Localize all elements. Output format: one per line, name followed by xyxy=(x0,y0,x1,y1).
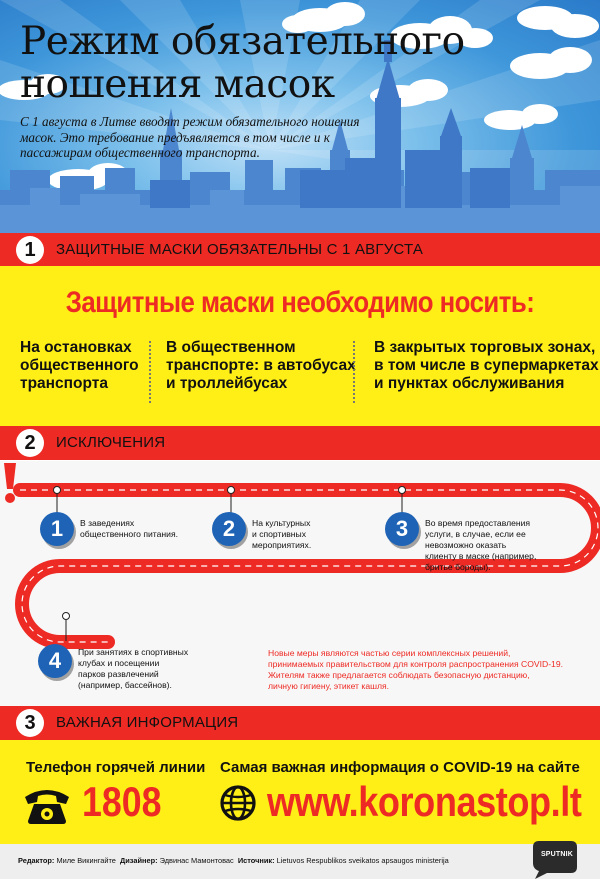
note-line: Жителям также предлагается соблюдать безопасную дистанцию, xyxy=(268,670,530,680)
designer-label: Дизайнер: xyxy=(120,856,158,865)
exception-text-line: клубах и посещении xyxy=(78,658,160,668)
source-name: Lietuvos Respublikos sveikatos apsaugos ministerija xyxy=(276,856,449,865)
exception-text-line: мероприятиях. xyxy=(252,540,312,550)
place-trade-line: В закрытых торговых зонах, xyxy=(374,339,596,356)
exception-4-text xyxy=(78,647,188,691)
exception-2-text xyxy=(252,518,311,551)
place-trade-line: в том числе в супермаркетах xyxy=(374,357,599,374)
section-1-number: 1 xyxy=(16,236,44,264)
masks-required-heading: Защитные маски необходимо носить: xyxy=(65,286,535,319)
place-stops xyxy=(20,339,139,393)
place-transport-line: и троллейбусах xyxy=(166,375,288,392)
place-stops-line: транспорта xyxy=(20,375,108,392)
place-stops-line: общественного xyxy=(20,357,139,374)
note-line: личную гигиену, этикет кашля. xyxy=(268,681,390,691)
exception-1-text xyxy=(80,518,178,540)
exceptions-panel xyxy=(0,461,600,706)
section-2-label: ИСКЛЮЧЕНИЯ xyxy=(56,434,166,451)
exception-text-line: услуги, в случае, если ее xyxy=(425,529,526,539)
exception-text-line: клиенту в маске (например, xyxy=(425,551,537,561)
exception-text-line: общественного питания. xyxy=(80,529,178,539)
globe-icon xyxy=(219,784,257,822)
masks-required-panel xyxy=(0,266,600,426)
source-label: Источник: xyxy=(237,856,275,865)
exception-text-line: невозможно оказать xyxy=(425,540,507,550)
place-indoor-trade xyxy=(374,339,599,393)
exception-text-line: В заведениях xyxy=(80,518,135,528)
exception-text-line: бритье бороды). xyxy=(425,562,491,572)
section-3-label: ВАЖНАЯ ИНФОРМАЦИЯ xyxy=(56,714,239,731)
section-1-bar xyxy=(0,233,600,267)
exception-text-line: и спортивных xyxy=(252,529,307,539)
exception-3-badge: 3 xyxy=(385,512,419,546)
column-divider xyxy=(149,341,151,403)
place-transport-line: транспорте: в автобусах xyxy=(166,357,356,374)
exception-4-badge: 4 xyxy=(38,644,72,678)
hotline-number[interactable]: 1808 xyxy=(82,778,162,825)
credits-text xyxy=(18,856,449,865)
page-title xyxy=(20,20,465,106)
intro-text: С 1 августа в Литве вводят режим обязательного ношения масок. Это требование предъявляется в том числе и к пассажирам общественного транспорта. xyxy=(20,114,360,160)
designer-name: Эдвинас Мамонтовас xyxy=(159,856,234,865)
note-line: принимаемых правительством для контроля распространения COVID-19. xyxy=(268,659,564,669)
column-divider xyxy=(353,341,355,403)
website-link[interactable]: www.koronastop.lt xyxy=(267,778,582,825)
exception-text-line: парков развлечений xyxy=(78,669,159,679)
phone-icon xyxy=(22,785,72,825)
important-info-panel xyxy=(0,740,600,844)
credits-footer xyxy=(0,844,600,879)
exception-1-badge: 1 xyxy=(40,512,74,546)
place-trade-line: и пунктах обслуживания xyxy=(374,375,565,392)
exception-text-line: При занятиях в спортивных xyxy=(78,647,189,657)
editor-name: Миле Викингайте xyxy=(56,856,116,865)
title-line-1: Режим обязательного xyxy=(20,19,465,64)
sputnik-logo-text: SPUTNIK xyxy=(540,851,574,858)
place-transport-line: В общественном xyxy=(166,339,296,356)
exclamation-icon xyxy=(0,461,20,505)
section-3-number: 3 xyxy=(16,709,44,737)
place-stops-line: На остановках xyxy=(20,339,132,356)
note-line: Новые меры являются частью серии комплексных решений, xyxy=(268,648,511,658)
government-note xyxy=(268,648,593,692)
section-2-number: 2 xyxy=(16,429,44,457)
section-2-bar xyxy=(0,426,600,460)
exception-3-text xyxy=(425,518,536,573)
website-label: Самая важная информация о COVID-19 на сайте xyxy=(220,759,580,776)
section-3-bar xyxy=(0,706,600,740)
hotline-label: Телефон горячей линии xyxy=(26,759,206,776)
exception-text-line: Во время предоставления xyxy=(425,518,531,528)
exception-text-line: (например, бассейнов). xyxy=(78,680,172,690)
place-public-transport xyxy=(166,339,356,393)
section-1-label: ЗАЩИТНЫЕ МАСКИ ОБЯЗАТЕЛЬНЫ С 1 АВГУСТА xyxy=(56,241,424,258)
editor-label: Редактор: xyxy=(18,856,55,865)
title-line-2: ношения масок xyxy=(20,62,335,107)
exception-text-line: На культурных xyxy=(252,518,311,528)
exception-2-badge: 2 xyxy=(212,512,246,546)
header-banner xyxy=(0,0,600,233)
